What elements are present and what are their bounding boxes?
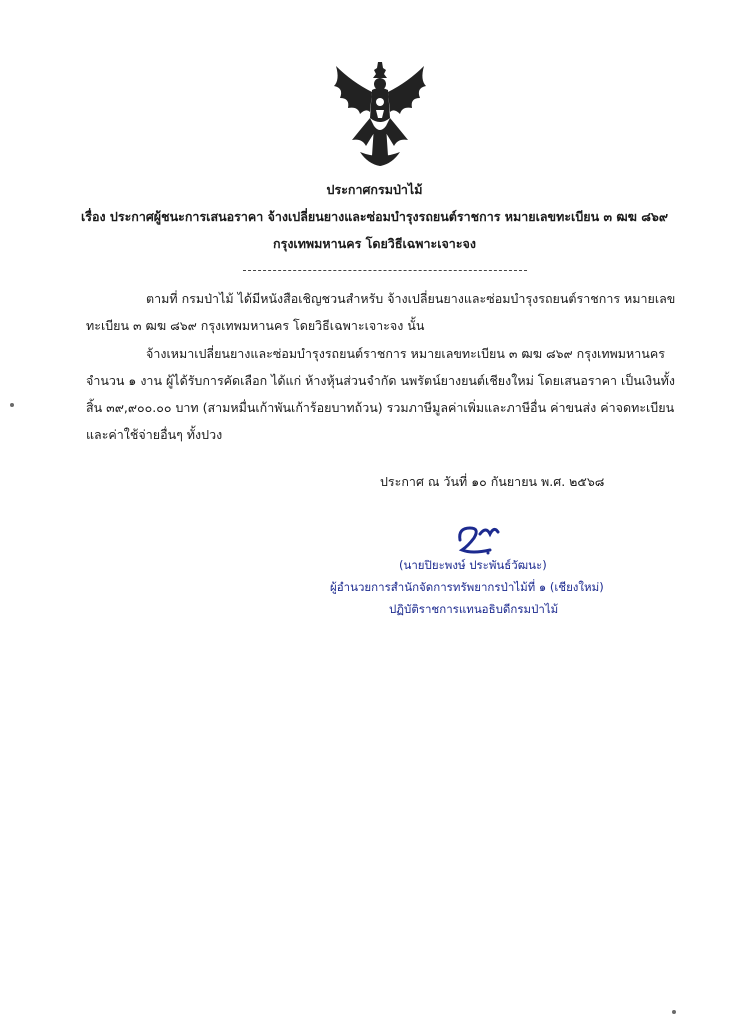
announcement-title: ประกาศกรมป่าไม้	[326, 182, 423, 197]
paragraph-2-line-1: จ้างเหมาเปลี่ยนยางและซ่อมบำรุงรถยนต์ราชการ หมายเลขทะเบียน ๓ ฒฆ ๘๖๙ กรุงเทพมหานคร	[146, 346, 665, 361]
paragraph-1-line-1: ตามที่ กรมป่าไม้ ได้มีหนังสือเชิญชวนสำหรับ จ้างเปลี่ยนยางและซ่อมบำรุงรถยนต์ราชการ หมายเลข	[146, 291, 676, 306]
paragraph-2-line-2: จำนวน ๑ งาน ผู้ได้รับการคัดเลือก ได้แก่ ห้างหุ้นส่วนจำกัด นพรัตน์ยางยนต์เชียงใหม่ โดยเสนอราคา เป็นเงินทั้ง	[86, 373, 676, 388]
subject-line-2: กรุงเทพมหานคร โดยวิธีเฉพาะเจาะจง	[273, 236, 476, 251]
paragraph-2-line-3: สิ้น ๓๙,๙๐๐.๐๐ บาท (สามหมื่นเก้าพันเก้าร้อยบาทถ้วน) รวมภาษีมูลค่าเพิ่มและภาษีอื่น ค่าขนส่ง ค่าจดทะเบียน	[86, 400, 675, 415]
signatory-acting: ปฏิบัติราชการแทนอธิบดีกรมป่าไม้	[389, 602, 559, 616]
garuda-emblem-icon	[330, 60, 430, 170]
scan-speck	[10, 403, 14, 407]
divider	[243, 270, 527, 271]
paragraph-1-line-2: ทะเบียน ๓ ฒฆ ๘๖๙ กรุงเทพมหานคร โดยวิธีเฉพาะเจาะจง นั้น	[86, 318, 425, 333]
scan-speck	[672, 1010, 676, 1014]
paragraph-2-line-4: และค่าใช้จ่ายอื่นๆ ทั้งปวง	[86, 427, 223, 442]
announcement-date: ประกาศ ณ วันที่ ๑๐ กันยายน พ.ศ. ๒๕๖๘	[380, 474, 605, 489]
signatory-position: ผู้อำนวยการสำนักจัดการทรัพยากรป่าไม้ที่ ๑ (เชียงใหม่)	[330, 580, 604, 594]
signatory-name: (นายปิยะพงษ์ ประพันธ์วัฒนะ)	[399, 558, 547, 572]
handwritten-signature-icon	[450, 520, 510, 560]
subject-line-1: เรื่อง ประกาศผู้ชนะการเสนอราคา จ้างเปลี่ยนยางและซ่อมบำรุงรถยนต์ราชการ หมายเลขทะเบียน ๓ ฒฆ ๘๖๙	[80, 209, 669, 224]
